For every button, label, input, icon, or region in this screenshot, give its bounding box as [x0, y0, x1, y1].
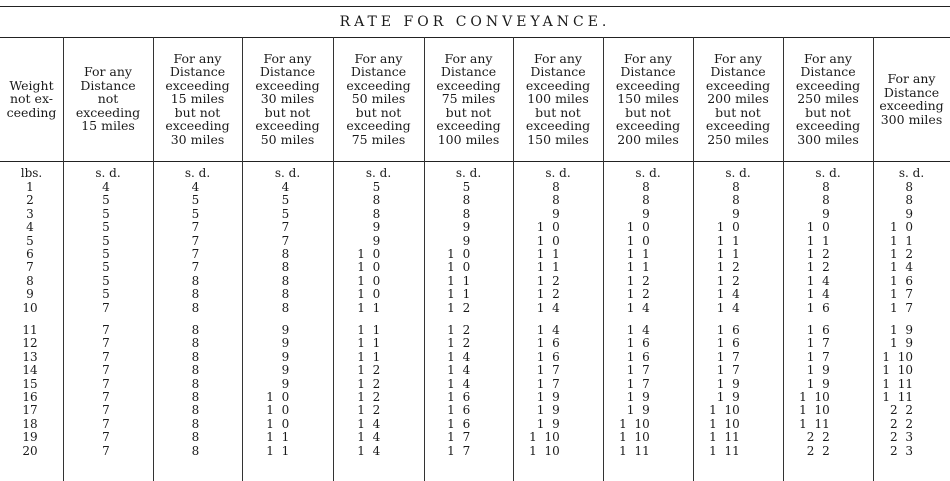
rate-cell: 1 4 [716, 287, 740, 302]
rate-cell: 2 3 [889, 443, 914, 458]
rate-cell: 1 1 [716, 233, 740, 248]
rate-cell: 2 2 [889, 403, 914, 418]
rate-cell: 1 7 [806, 336, 830, 351]
column-header: For any Distance exceeding 30 miles but not exceeding 50 miles [255, 50, 320, 147]
rate-cell: 5 [102, 233, 110, 248]
rate-cell: 1 7 [716, 363, 740, 378]
rate-cell: 7 [102, 323, 110, 337]
rate-cell: 1 2 [806, 247, 830, 261]
rate-cell: 1 7 [626, 363, 650, 378]
rate-cell: 1 6 [536, 349, 560, 364]
rate-cell: 1 11 [882, 376, 914, 391]
rate-cell: 7 [102, 300, 110, 315]
rate-cell: 9 [905, 206, 914, 221]
weight-cell: 14 [22, 363, 38, 378]
rate-cell: 7 [102, 390, 110, 404]
rate-cell: 1 2 [357, 363, 381, 378]
rate-cell: 8 [191, 273, 200, 288]
rate-cell: 1 4 [447, 349, 471, 364]
rate-cell: 7 [191, 233, 200, 248]
rate-cell: 1 2 [357, 390, 381, 404]
rate-cell: 1 0 [626, 220, 650, 235]
rate-cell: 5 [102, 206, 110, 221]
rate-cell: 8 [462, 193, 471, 208]
rate-cell: 9 [552, 206, 560, 221]
rate-cell: 5 [462, 180, 471, 194]
rate-cell: 2 3 [889, 430, 914, 445]
rate-cell: 9 [642, 206, 650, 221]
rate-cell: 8 [732, 180, 740, 194]
rate-cell: 1 0 [266, 416, 290, 431]
column-header: For any Distance exceeding 15 miles but not exceeding 30 miles [165, 50, 230, 147]
rate-cell: 7 [191, 260, 200, 275]
rate-cell: 1 1 [447, 273, 471, 288]
rate-cell: 1 1 [357, 323, 381, 337]
rate-cell: 1 0 [447, 260, 471, 275]
rate-cell: 1 9 [626, 403, 650, 418]
rate-cell: 8 [191, 376, 200, 391]
rate-cell: 1 7 [889, 300, 914, 315]
rate-cell: 8 [281, 260, 290, 275]
rate-cell: 1 9 [889, 323, 914, 337]
rate-cell: 8 [191, 300, 200, 315]
weight-cell: 15 [22, 376, 38, 391]
rate-cell: 1 4 [806, 273, 830, 288]
rate-cell: 1 0 [266, 403, 290, 418]
rate-cell: 7 [102, 363, 110, 378]
rate-cell: 1 6 [626, 349, 650, 364]
rate-cell: 1 7 [806, 349, 830, 364]
title-rule [0, 37, 950, 38]
rate-cell: 5 [102, 193, 110, 208]
rate-cell: 8 [281, 247, 290, 261]
rate-cell: 1 2 [889, 247, 914, 261]
unit-label-price: s. d. [184, 166, 211, 180]
rate-cell: 1 10 [799, 403, 830, 418]
rate-cell: 8 [191, 416, 200, 431]
weight-cell: 5 [26, 233, 34, 248]
rate-cell: 1 0 [889, 220, 914, 235]
rate-cell: 1 9 [626, 390, 650, 404]
rate-cell: 8 [191, 403, 200, 418]
rate-cell: 8 [191, 443, 200, 458]
weight-cell: 8 [26, 273, 34, 288]
rate-cell: 8 [372, 193, 381, 208]
rate-cell: 1 11 [709, 430, 740, 445]
rate-cell: 1 4 [357, 430, 381, 445]
rate-cell: 1 0 [266, 390, 290, 404]
weight-cell: 10 [22, 300, 38, 315]
rate-cell: 1 7 [889, 287, 914, 302]
rate-cell: 1 4 [889, 260, 914, 275]
rate-cell: 7 [191, 220, 200, 235]
rate-cell: 1 6 [447, 416, 471, 431]
rate-cell: 7 [102, 430, 110, 445]
rate-cell: 9 [281, 336, 290, 351]
rate-cell: 1 1 [536, 260, 560, 275]
column-header: For any Distance exceeding 75 miles but not exceeding 100 miles [436, 50, 501, 147]
rate-cell: 1 0 [357, 273, 381, 288]
rate-cell: 1 0 [357, 247, 381, 261]
rate-cell: 1 10 [619, 430, 650, 445]
page-title: RATE FOR CONVEYANCE. [339, 14, 611, 30]
rate-cell: 1 10 [529, 443, 560, 458]
rate-cell: 1 2 [716, 273, 740, 288]
rate-cell: 7 [102, 403, 110, 418]
weight-cell: 20 [22, 443, 38, 458]
rate-cell: 1 6 [806, 300, 830, 315]
rate-cell: 1 7 [536, 363, 560, 378]
rate-cell: 1 4 [626, 323, 650, 337]
unit-label-price: s. d. [455, 166, 482, 180]
rate-cell: 1 9 [536, 403, 560, 418]
rate-cell: 9 [462, 220, 471, 235]
rate-cell: 5 [102, 220, 110, 235]
column-header: For any Distance exceeding 50 miles but not exceeding 75 miles [346, 50, 411, 147]
rate-cell: 7 [102, 336, 110, 351]
rate-cell: 5 [372, 180, 381, 194]
rate-cell: 1 11 [799, 416, 830, 431]
rate-cell: 5 [102, 287, 110, 302]
rate-cell: 5 [191, 206, 200, 221]
rate-cell: 9 [281, 323, 290, 337]
rate-cell: 1 2 [806, 260, 830, 275]
column-header: For any Distance exceeding 250 miles but not exceeding 300 miles [795, 50, 861, 147]
unit-label-price: s. d. [725, 166, 751, 180]
rate-cell: 1 7 [716, 349, 740, 364]
rate-cell: 1 0 [447, 247, 471, 261]
weight-cell: 3 [26, 206, 34, 221]
rate-cell: 8 [191, 349, 200, 364]
rate-cell: 1 1 [806, 233, 830, 248]
weight-cell: 17 [22, 403, 38, 418]
unit-label-price: s. d. [274, 166, 301, 180]
rate-cell: 1 11 [619, 443, 650, 458]
rate-cell: 9 [281, 349, 290, 364]
unit-label-price: s. d. [815, 166, 841, 180]
rate-cell: 1 2 [716, 260, 740, 275]
header-rule [0, 161, 950, 162]
rate-cell: 1 1 [357, 336, 381, 351]
rate-cell: 1 11 [882, 390, 914, 404]
rate-cell: 8 [552, 180, 560, 194]
rate-cell: 1 2 [447, 300, 471, 315]
rate-cell: 5 [281, 193, 290, 208]
rate-cell: 8 [191, 323, 200, 337]
rate-cell: 1 7 [447, 430, 471, 445]
rate-cell: 1 4 [536, 323, 560, 337]
rate-cell: 8 [191, 430, 200, 445]
rate-cell: 1 1 [536, 247, 560, 261]
rate-cell: 8 [732, 193, 740, 208]
rate-cell: 1 9 [806, 376, 830, 391]
rate-cell: 1 9 [806, 363, 830, 378]
rate-cell: 5 [102, 247, 110, 261]
rate-cell: 8 [191, 363, 200, 378]
rate-cell: 1 9 [889, 336, 914, 351]
weight-cell: 13 [22, 349, 38, 364]
rate-cell: 1 6 [806, 323, 830, 337]
rate-cell: 1 9 [716, 390, 740, 404]
rate-cell: 2 2 [806, 430, 830, 445]
rate-cell: 1 9 [536, 390, 560, 404]
weight-cell: 9 [26, 287, 34, 302]
rate-cell: 4 [281, 180, 290, 194]
unit-label-price: s. d. [95, 166, 121, 180]
rate-cell: 5 [191, 193, 200, 208]
rate-cell: 8 [822, 180, 830, 194]
rate-cell: 8 [281, 287, 290, 302]
unit-label-price: s. d. [365, 166, 392, 180]
rate-cell: 1 7 [626, 376, 650, 391]
rate-cell: 1 0 [626, 233, 650, 248]
rate-cell: 1 2 [536, 287, 560, 302]
rate-cell: 8 [191, 390, 200, 404]
top-rule [0, 6, 950, 7]
column-header: For any Distance exceeding 200 miles but not exceeding 250 miles [705, 50, 771, 147]
rate-cell: 9 [281, 363, 290, 378]
rate-cell: 9 [372, 233, 381, 248]
rate-cell: 1 6 [447, 390, 471, 404]
unit-label-price: s. d. [635, 166, 661, 180]
column-header: For any Distance exceeding 150 miles but not exceeding 200 miles [615, 50, 681, 147]
weight-cell: 1 [26, 180, 34, 194]
rate-cell: 8 [191, 336, 200, 351]
rate-cell: 1 4 [447, 363, 471, 378]
rate-cell: 1 10 [799, 390, 830, 404]
rate-cell: 1 2 [536, 273, 560, 288]
rate-cell: 4 [191, 180, 200, 194]
rate-cell: 9 [732, 206, 740, 221]
unit-label-weight: lbs. [20, 166, 43, 180]
rate-cell: 1 6 [716, 323, 740, 337]
rate-cell: 8 [372, 206, 381, 221]
rate-cell: 1 0 [716, 220, 740, 235]
column-header: For any Distance exceeding 100 miles but not exceeding 150 miles [525, 50, 591, 147]
rate-cell: 7 [281, 233, 290, 248]
rate-cell: 4 [102, 180, 110, 194]
rate-cell: 8 [281, 273, 290, 288]
rate-cell: 8 [905, 180, 914, 194]
rate-cell: 5 [102, 273, 110, 288]
weight-cell: 12 [22, 336, 38, 351]
rate-cell: 7 [102, 443, 110, 458]
rate-cell: 1 0 [357, 260, 381, 275]
rate-cell: 8 [822, 193, 830, 208]
rate-cell: 8 [462, 206, 471, 221]
rate-cell: 1 6 [716, 336, 740, 351]
rate-cell: 7 [102, 376, 110, 391]
rate-cell: 1 10 [882, 363, 914, 378]
rate-cell: 1 0 [536, 233, 560, 248]
unit-label-price: s. d. [898, 166, 925, 180]
rate-cell: 1 9 [716, 376, 740, 391]
weight-cell: 18 [22, 416, 38, 431]
rate-cell: 7 [191, 247, 200, 261]
rate-cell: 1 0 [357, 287, 381, 302]
column-header: For any Distance not exceeding 15 miles [75, 64, 141, 134]
rate-cell: 1 1 [626, 247, 650, 261]
rate-cell: 2 2 [806, 443, 830, 458]
rate-cell: 9 [822, 206, 830, 221]
rate-cell: 1 10 [882, 349, 914, 364]
rate-cell: 7 [281, 220, 290, 235]
rate-cell: 7 [102, 416, 110, 431]
rate-cell: 1 2 [626, 273, 650, 288]
weight-cell: 19 [22, 430, 38, 445]
column-header: Weight not ex- ceeding [6, 77, 57, 120]
rate-cell: 1 6 [626, 336, 650, 351]
rate-cell: 5 [281, 206, 290, 221]
rate-cell: 8 [281, 300, 290, 315]
weight-cell: 2 [26, 193, 34, 208]
weight-cell: 4 [26, 220, 34, 235]
rate-cell: 1 1 [266, 443, 290, 458]
rate-cell: 5 [102, 260, 110, 275]
rate-cell: 1 4 [626, 300, 650, 315]
weight-cell: 16 [22, 390, 38, 404]
rate-cell: 8 [642, 180, 650, 194]
rate-cell: 1 7 [536, 376, 560, 391]
rate-cell: 1 10 [709, 416, 740, 431]
rate-cell: 1 2 [357, 403, 381, 418]
rate-cell: 9 [372, 220, 381, 235]
rate-cell: 1 2 [626, 287, 650, 302]
rate-cell: 1 1 [626, 260, 650, 275]
rate-cell: 8 [552, 193, 560, 208]
rate-cell: 1 1 [716, 247, 740, 261]
rate-cell: 1 1 [889, 233, 914, 248]
rate-cell: 1 1 [357, 349, 381, 364]
rate-cell: 1 6 [447, 403, 471, 418]
column-header: For any Distance exceeding 300 miles [879, 71, 944, 127]
rate-cell: 1 7 [447, 443, 471, 458]
rate-cell: 1 4 [357, 443, 381, 458]
rate-cell: 7 [102, 349, 110, 364]
rate-cell: 1 2 [447, 336, 471, 351]
rate-cell: 8 [905, 193, 914, 208]
rate-cell: 1 4 [716, 300, 740, 315]
rate-cell: 9 [462, 233, 471, 248]
rate-cell: 1 0 [536, 220, 560, 235]
rate-cell: 1 1 [266, 430, 290, 445]
rate-cell: 1 2 [447, 323, 471, 337]
rate-cell: 1 4 [447, 376, 471, 391]
rate-cell: 8 [642, 193, 650, 208]
rate-cell: 1 10 [709, 403, 740, 418]
rate-cell: 1 11 [709, 443, 740, 458]
rate-cell: 1 4 [806, 287, 830, 302]
rate-cell: 1 1 [447, 287, 471, 302]
rate-cell: 9 [281, 376, 290, 391]
rate-cell: 1 2 [357, 376, 381, 391]
unit-label-price: s. d. [545, 166, 571, 180]
rate-cell: 1 6 [889, 273, 914, 288]
rate-cell: 1 10 [619, 416, 650, 431]
rate-cell: 1 6 [536, 336, 560, 351]
rate-cell: 1 10 [529, 430, 560, 445]
rate-cell: 1 1 [357, 300, 381, 315]
rate-cell: 2 2 [889, 416, 914, 431]
rate-cell: 1 9 [536, 416, 560, 431]
weight-cell: 6 [26, 247, 34, 261]
weight-cell: 11 [22, 323, 38, 337]
weight-cell: 7 [26, 260, 34, 275]
rate-cell: 1 4 [357, 416, 381, 431]
rate-cell: 1 4 [536, 300, 560, 315]
rate-cell: 1 0 [806, 220, 830, 235]
rate-cell: 8 [191, 287, 200, 302]
